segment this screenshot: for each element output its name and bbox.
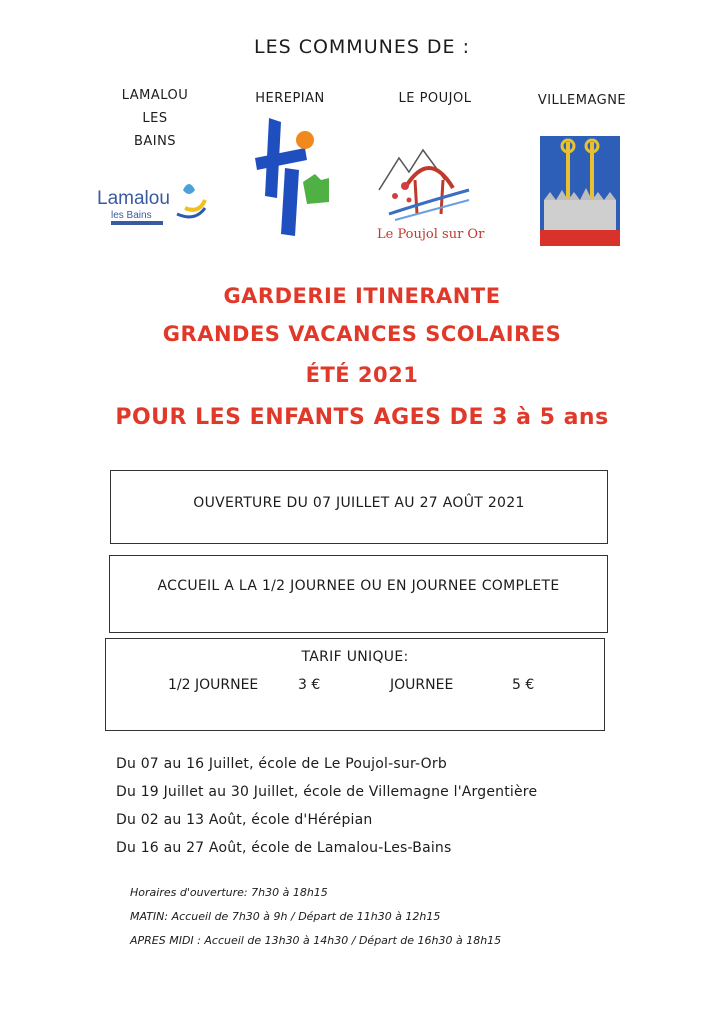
lamalou-logo	[95, 178, 210, 228]
herepian-logo	[255, 118, 335, 236]
opening-hours-text: Horaires d'ouverture: 7h30 à 18h15	[130, 886, 328, 899]
schedule-line-2: Du 19 Juillet au 30 Juillet, école de Villemagne l'Argentière	[116, 784, 538, 800]
villemagne-coat-of-arms	[540, 136, 620, 246]
page-header-title: LES COMMUNES DE :	[254, 36, 470, 58]
lamalou-logo-subtext: les Bains	[111, 210, 152, 221]
commune-poujol-name: LE POUJOL	[398, 91, 472, 106]
schedule-line-4: Du 16 au 27 Août, école de Lamalou-Les-Bains	[116, 840, 452, 856]
lamalou-logo-text: Lamalou	[97, 188, 170, 209]
title-line-3: ÉTÉ 2021	[305, 363, 419, 387]
tariff-full-day-price: 5 €	[512, 677, 535, 693]
title-line-4: POUR LES ENFANTS AGES DE 3 à 5 ans	[115, 405, 609, 430]
commune-lamalou-name	[115, 84, 195, 153]
reception-text: ACCUEIL A LA 1/2 JOURNEE OU EN JOURNEE COMPLETE	[157, 578, 560, 594]
tariff-heading: TARIF UNIQUE:	[301, 649, 409, 665]
commune-villemagne-name: VILLEMAGNE	[537, 93, 627, 108]
schedule-line-3: Du 02 au 13 Août, école d'Hérépian	[116, 812, 373, 828]
commune-lamalou-line3: BAINS	[133, 134, 177, 149]
tariff-full-day-label: JOURNEE	[390, 677, 454, 693]
title-line-2: GRANDES VACANCES SCOLAIRES	[162, 322, 562, 346]
commune-lamalou-line2: LES	[142, 111, 168, 126]
opening-dates-text: OUVERTURE DU 07 JUILLET AU 27 AOÛT 2021	[193, 495, 525, 511]
schedule-line-1: Du 07 au 16 Juillet, école de Le Poujol-sur-Orb	[116, 756, 447, 772]
afternoon-hours-text: APRES MIDI : Accueil de 13h30 à 14h30 / Départ de 16h30 à 18h15	[130, 934, 502, 947]
reception-box	[109, 555, 608, 633]
poujol-logo	[375, 140, 485, 248]
poujol-logo-text: Le Poujol sur Orb	[377, 227, 485, 242]
commune-herepian-name: HEREPIAN	[255, 91, 325, 106]
commune-lamalou-line1: LAMALOU	[121, 88, 189, 103]
tariff-box	[105, 638, 605, 731]
tariff-half-day-price: 3 €	[298, 677, 321, 693]
morning-hours-text: MATIN: Accueil de 7h30 à 9h / Départ de 11h30 à 12h15	[130, 910, 441, 923]
opening-dates-box	[110, 470, 608, 544]
tariff-half-day-label: 1/2 JOURNEE	[168, 677, 259, 693]
title-line-1: GARDERIE ITINERANTE	[223, 284, 501, 308]
